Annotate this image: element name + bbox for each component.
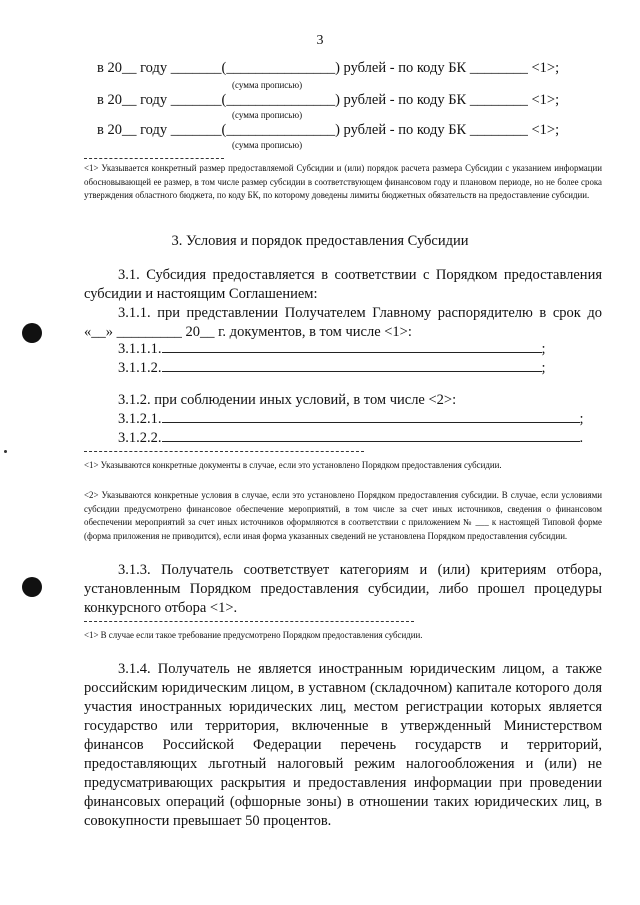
punch-hole [22,577,42,597]
punch-hole [22,323,42,343]
item-3-1-1-2 [118,359,546,377]
footnote-conditions: <2> Указываются конкретные условия в случае, если это установлено Порядком предоставления субсидии. В случае, если условиями субсидии предусмотрено финансовое обеспечение мероприятий, в том числе за счет иных источников, сведения о финансовом обеспечении мероприятий за счет иных источников оформляются в соответствии с приложением № ___ к настоящей Типовой форме (форма приложения не приводится), если иная форма указанных сведений не установлена Порядком предоставления субсидии. [84,490,602,541]
item-label: 3.1.1.1. [118,341,162,357]
scan-speck [4,450,7,453]
blank-line [162,340,542,353]
item-end: . [579,430,584,446]
footnote-separator [84,158,224,159]
item-label: 3.1.1.2. [118,360,162,376]
item-end: ; [541,360,546,376]
clause-3-1-3: 3.1.3. Получатель соответствует категориям и (или) критериям отбора, установленным Порядком предоставления субсидии, либо прошел процедуры конкурсного отбора <1>. [84,562,602,616]
clause-3-1: 3.1. Субсидия предоставляется в соответствии с Порядком предоставления субсидии и настоящим Соглашением: [84,267,602,302]
clause-3-1-4: 3.1.4. Получатель не является иностранным юридическим лицом, а также российским юридическим лицом, в уставном (складочном) капитале которого доля участия иностранных юридических лиц, местом регистрации которых является государство или территория, включенные в утвержденный Министерством финансов Российской Федерации перечень государств и территорий, предоставляющих льготный налоговый режим налогообложения и (или) не предусматривающих раскрытия и предоставления информации при проведении финансовых операций (офшорные зоны) в отношении таких юридических лиц, в совокупности превышает 50 процентов. [84,661,602,829]
item-end: ; [541,341,546,357]
clause-3-1-1: 3.1.1. при представлении Получателем Главному распорядителю в срок до «__» _________ 20__ г. документов, в том числе <1>: [84,305,602,340]
item-label: 3.1.2.1. [118,411,162,427]
section-title: 3. Условия и порядок предоставления Субсидии [171,233,469,249]
amount-caption-2: (сумма прописью) [232,110,303,120]
item-3-1-2-1 [118,410,584,428]
blank-line [162,359,542,372]
footnote-separator [84,451,364,452]
item-label: 3.1.2.2. [118,430,162,446]
footnote-separator [84,621,414,622]
amount-line-3: в 20__ году _______(_______________) рублей - по коду БК ________ <1>; [97,122,560,138]
blank-line [162,429,580,442]
page-number: 3 [316,33,324,48]
item-end: ; [579,411,584,427]
footnote-selection: <1> В случае если такое требование предусмотрено Порядком предоставления субсидии. [84,630,423,640]
footnote-documents: <1> Указываются конкретные документы в случае, если это установлено Порядком предоставления субсидии. [84,460,502,470]
amount-caption-3: (сумма прописью) [232,140,303,150]
amount-line-1: в 20__ году _______(_______________) рублей - по коду БК ________ <1>; [97,60,560,76]
blank-line [162,410,580,423]
amount-line-2: в 20__ году _______(_______________) рублей - по коду БК ________ <1>; [97,92,560,108]
footnote-amount: <1> Указывается конкретный размер предоставляемой Субсидии и (или) порядок расчета размера Субсидии с указанием информации обосновывающей ее размер, в том числе размер субсидии в соответствующем финансовом году и плановом периоде, но не более срока утверждения областного бюджета, по коду БК, по которому доведены лимиты бюджетных обязательств на предоставление субсидии. [84,163,602,200]
amount-caption-1: (сумма прописью) [232,80,303,90]
item-3-1-2-2 [118,429,583,447]
clause-3-1-2: 3.1.2. при соблюдении иных условий, в том числе <2>: [118,392,457,408]
item-3-1-1-1 [118,340,546,358]
